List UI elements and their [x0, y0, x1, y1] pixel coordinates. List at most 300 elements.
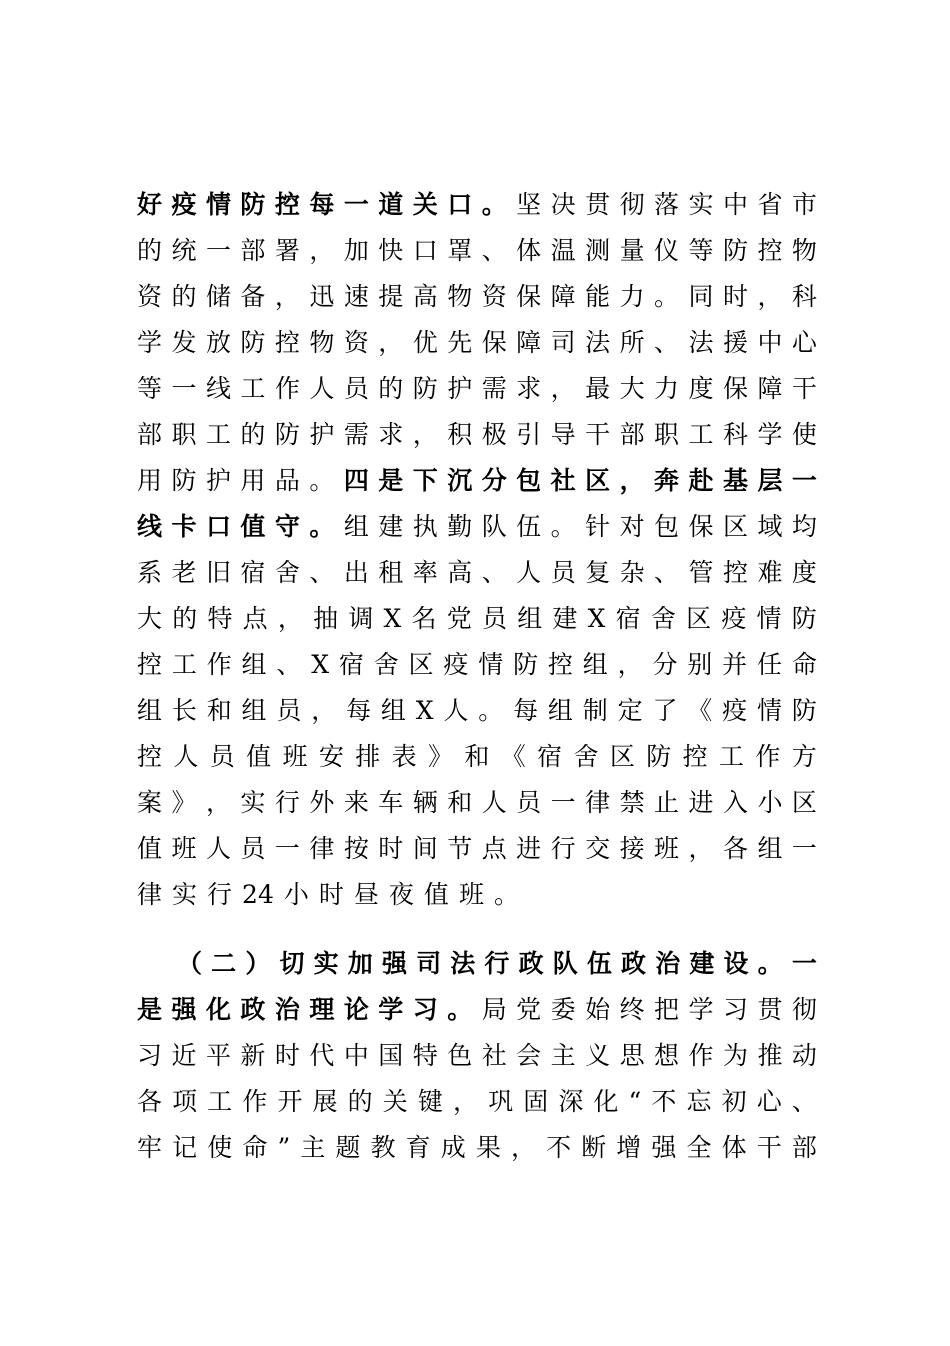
text-glyph: 区: [686, 604, 712, 633]
text-glyph: 引: [516, 420, 542, 449]
text-glyph: 关: [412, 190, 438, 219]
text-glyph: 组: [241, 696, 267, 725]
text-glyph: 一: [205, 236, 231, 265]
text-glyph: 伍: [586, 949, 612, 978]
text-glyph: 大: [619, 374, 645, 403]
text-line: [137, 688, 817, 734]
text-line: [137, 941, 817, 987]
text-glyph: 止: [654, 788, 680, 817]
text-glyph: 物: [791, 236, 817, 265]
text-glyph: 需: [343, 420, 369, 449]
text-glyph: ，: [277, 604, 303, 633]
text-glyph: 教: [370, 1133, 396, 1162]
text-glyph: 极: [481, 420, 507, 449]
text-glyph: 彻: [791, 995, 817, 1024]
text-glyph: 下: [412, 466, 438, 495]
text-glyph: 保: [516, 282, 542, 311]
text-glyph: 使: [207, 1133, 233, 1162]
text-glyph: 政: [621, 949, 647, 978]
text-glyph: 复: [585, 558, 611, 587]
text-glyph: 署: [274, 236, 300, 265]
text-glyph: 区: [408, 650, 434, 679]
text-glyph: 小: [757, 788, 783, 817]
text-glyph: 、: [654, 558, 680, 587]
text-glyph: 干: [585, 420, 611, 449]
text-glyph: 组: [343, 512, 369, 541]
text-glyph: 部: [619, 420, 645, 449]
text-line: [137, 1079, 817, 1125]
text-glyph: 切: [279, 949, 305, 978]
text-glyph: 和: [206, 696, 232, 725]
text-glyph: 党: [446, 604, 472, 633]
text-glyph: 测: [585, 236, 611, 265]
text-glyph: 人: [205, 834, 231, 863]
text-glyph: 命: [791, 650, 817, 679]
text-glyph: 防: [412, 374, 438, 403]
text-glyph: 长: [171, 696, 197, 725]
text-glyph: ，: [510, 1133, 536, 1162]
text-glyph: 司: [550, 328, 576, 357]
text-glyph: 《: [500, 742, 526, 771]
text-glyph: 巩: [488, 1087, 514, 1116]
text-glyph: 强: [651, 1133, 677, 1162]
text-glyph: 入: [722, 788, 748, 817]
text-glyph: 提: [378, 282, 404, 311]
text-glyph: 仪: [654, 236, 680, 265]
text-glyph: 、: [654, 328, 680, 357]
text-glyph: 罩: [447, 236, 473, 265]
text-glyph: X: [415, 696, 434, 725]
text-glyph: 。: [478, 696, 504, 725]
text-glyph: 组: [582, 650, 608, 679]
text-glyph: ，: [274, 282, 300, 311]
text-glyph: 夜: [388, 880, 414, 909]
text-glyph: 关: [382, 1087, 408, 1116]
text-glyph: 障: [550, 282, 576, 311]
text-glyph: 律: [309, 834, 335, 863]
text-glyph: 行: [274, 788, 300, 817]
text-glyph: 不: [546, 1133, 572, 1162]
text-glyph: 保: [481, 328, 507, 357]
text-glyph: 心: [756, 1087, 782, 1116]
text-glyph: 备: [240, 282, 266, 311]
text-glyph: 求: [378, 420, 404, 449]
text-glyph: 终: [619, 995, 645, 1024]
text-glyph: 忘: [686, 1087, 712, 1116]
text-glyph: 员: [276, 696, 302, 725]
text-glyph: ，: [452, 1087, 478, 1116]
text-glyph: 区: [722, 512, 748, 541]
text-glyph: 时: [722, 282, 748, 311]
text-glyph: 职: [171, 420, 197, 449]
text-glyph: X: [587, 604, 606, 633]
text-glyph: 新: [240, 1041, 266, 1070]
text-glyph: 控: [137, 650, 163, 679]
text-glyph: 开: [277, 1087, 303, 1116]
text-glyph: 宿: [338, 650, 364, 679]
text-glyph: 区: [791, 788, 817, 817]
text-glyph: 赴: [688, 466, 714, 495]
text-glyph: 度: [688, 374, 714, 403]
text-glyph: 和: [447, 788, 473, 817]
text-glyph: 特: [412, 1041, 438, 1070]
text-glyph: 情: [205, 190, 231, 219]
text-line: [137, 228, 817, 274]
text-glyph: ，: [619, 466, 645, 495]
text-glyph: ，: [412, 420, 438, 449]
text-glyph: 员: [481, 604, 507, 633]
text-glyph: 中: [343, 1041, 369, 1070]
text-glyph: 牢: [137, 1133, 163, 1162]
text-glyph: 学: [757, 420, 783, 449]
text-glyph: 沉: [447, 466, 473, 495]
text-glyph: 班: [654, 834, 680, 863]
text-glyph: 难: [757, 558, 783, 587]
text-glyph: 先: [447, 328, 473, 357]
text-glyph: 积: [447, 420, 473, 449]
text-glyph: 值: [240, 512, 266, 541]
text-glyph: 区: [585, 466, 611, 495]
text-glyph: 律: [585, 788, 611, 817]
text-glyph: 一: [791, 834, 817, 863]
text-glyph: 伍: [516, 512, 542, 541]
text-glyph: 论: [343, 995, 369, 1024]
text-glyph: 舍: [373, 650, 399, 679]
text-glyph: 决: [550, 190, 576, 219]
text-glyph: 奔: [654, 466, 680, 495]
text-glyph: 四: [343, 466, 369, 495]
text-glyph: 域: [757, 512, 783, 541]
text-glyph: ，: [311, 696, 337, 725]
text-glyph: 部: [240, 236, 266, 265]
text-glyph: 舍: [650, 604, 676, 633]
text-glyph: ，: [550, 374, 576, 403]
text-glyph: 疫: [171, 190, 197, 219]
text-glyph: 题: [335, 1133, 361, 1162]
text-glyph: 键: [417, 1087, 443, 1116]
text-glyph: 控: [547, 650, 573, 679]
text-glyph: 交: [585, 834, 611, 863]
text-glyph: ）: [245, 949, 271, 978]
text-glyph: “: [628, 1087, 642, 1116]
text-glyph: 24: [242, 880, 274, 909]
text-glyph: 分: [652, 650, 678, 679]
text-glyph: 、: [481, 558, 507, 587]
text-glyph: 按: [343, 834, 369, 863]
text-glyph: 进: [688, 788, 714, 817]
text-glyph: 别: [687, 650, 713, 679]
text-glyph: 科: [722, 420, 748, 449]
text-glyph: 建: [552, 604, 578, 633]
text-glyph: 市: [791, 190, 817, 219]
text-glyph: 各: [722, 834, 748, 863]
text-glyph: 障: [516, 328, 542, 357]
text-glyph: 防: [791, 604, 817, 633]
text-glyph: 控: [274, 190, 300, 219]
text-glyph: 方: [791, 742, 817, 771]
text-glyph: 控: [682, 742, 708, 771]
text-glyph: 特: [207, 604, 233, 633]
text-glyph: 员: [343, 374, 369, 403]
text-glyph: 法: [450, 949, 476, 978]
text-glyph: 一: [343, 190, 369, 219]
text-glyph: 每: [513, 696, 539, 725]
text-glyph: 等: [137, 374, 163, 403]
text-glyph: 均: [791, 512, 817, 541]
text-glyph: 储: [205, 282, 231, 311]
text-glyph: 禁: [619, 788, 645, 817]
text-glyph: 护: [309, 420, 335, 449]
text-glyph: 治: [655, 949, 681, 978]
text-glyph: 化: [593, 1087, 619, 1116]
text-line: [137, 504, 817, 550]
text-glyph: 项: [172, 1087, 198, 1116]
text-glyph: 作: [688, 1041, 714, 1070]
text-glyph: 宿: [240, 558, 266, 587]
text-glyph: 的: [240, 420, 266, 449]
text-glyph: 点: [242, 604, 268, 633]
text-glyph: 工: [171, 650, 197, 679]
text-glyph: 思: [619, 1041, 645, 1070]
text-glyph: 》: [171, 788, 197, 817]
text-glyph: 任: [756, 650, 782, 679]
text-glyph: 一: [791, 466, 817, 495]
text-glyph: 二: [211, 949, 237, 978]
text-glyph: 实: [313, 949, 339, 978]
text-glyph: 组: [137, 696, 163, 725]
text-glyph: X: [311, 650, 330, 679]
text-glyph: 表: [391, 742, 417, 771]
text-glyph: 守: [274, 512, 300, 541]
text-line: [137, 780, 817, 826]
text-glyph: 人: [516, 558, 542, 587]
text-glyph: 定: [617, 696, 643, 725]
text-glyph: 主: [300, 1133, 326, 1162]
text-glyph: 导: [550, 420, 576, 449]
text-glyph: 防: [171, 466, 197, 495]
text-glyph: 人: [173, 742, 199, 771]
text-glyph: 护: [447, 374, 473, 403]
text-glyph: 、: [481, 236, 507, 265]
text-glyph: 。: [654, 282, 680, 311]
text-glyph: 动: [791, 1041, 817, 1070]
text-glyph: 优: [412, 328, 438, 357]
text-glyph: ，: [205, 788, 231, 817]
text-glyph: 科: [791, 282, 817, 311]
text-glyph: 工: [205, 420, 231, 449]
text-line: [137, 1033, 817, 1079]
text-glyph: 名: [411, 604, 437, 633]
text-glyph: 实: [240, 788, 266, 817]
text-glyph: 用: [240, 466, 266, 495]
text-glyph: 政: [518, 949, 544, 978]
text-glyph: 的: [378, 374, 404, 403]
text-glyph: 断: [581, 1133, 607, 1162]
text-glyph: 情: [756, 696, 782, 725]
text-glyph: 的: [347, 1087, 373, 1116]
text-glyph: 。: [447, 995, 473, 1024]
text-glyph: 需: [481, 374, 507, 403]
text-glyph: 是: [137, 995, 163, 1024]
text-glyph: 义: [585, 1041, 611, 1070]
text-glyph: 职: [654, 420, 680, 449]
text-glyph: 。: [309, 466, 335, 495]
text-glyph: 作: [755, 742, 781, 771]
text-glyph: 资: [481, 282, 507, 311]
text-glyph: 宿: [615, 604, 641, 633]
text-glyph: 小: [283, 880, 309, 909]
text-glyph: 落: [654, 190, 680, 219]
text-glyph: 队: [552, 949, 578, 978]
text-glyph: 资: [343, 328, 369, 357]
text-glyph: 治: [274, 995, 300, 1024]
text-glyph: 旧: [205, 558, 231, 587]
text-glyph: 。: [550, 512, 576, 541]
text-glyph: 舍: [274, 558, 300, 587]
text-glyph: 包: [516, 466, 542, 495]
text-glyph: 贯: [757, 995, 783, 1024]
text-glyph: 行: [484, 949, 510, 978]
text-line: [137, 412, 817, 458]
text-glyph: 发: [171, 328, 197, 357]
text-glyph: 习: [412, 995, 438, 1024]
text-glyph: 的: [172, 604, 198, 633]
text-glyph: 使: [791, 420, 817, 449]
text-glyph: 杂: [619, 558, 645, 587]
text-glyph: 强: [171, 995, 197, 1024]
text-glyph: 统: [171, 236, 197, 265]
text-glyph: 干: [791, 374, 817, 403]
text-glyph: 时: [318, 880, 344, 909]
text-glyph: 一: [791, 949, 817, 978]
text-glyph: 把: [654, 995, 680, 1024]
text-glyph: 防: [646, 742, 672, 771]
text-glyph: X: [383, 604, 402, 633]
text-glyph: 资: [137, 282, 163, 311]
text-glyph: 彻: [619, 190, 645, 219]
text-glyph: 值: [423, 880, 449, 909]
text-line: [137, 458, 817, 504]
text-glyph: 疫: [443, 650, 469, 679]
text-glyph: 社: [550, 466, 576, 495]
text-line: [137, 872, 817, 918]
text-glyph: 每: [346, 696, 372, 725]
text-glyph: 系: [137, 558, 163, 587]
text-glyph: 平: [205, 1041, 231, 1070]
text-glyph: 、: [309, 558, 335, 587]
text-glyph: 主: [550, 1041, 576, 1070]
text-glyph: 车: [378, 788, 404, 817]
text-glyph: 点: [481, 834, 507, 863]
text-glyph: 控: [722, 558, 748, 587]
text-glyph: 固: [523, 1087, 549, 1116]
text-glyph: 干: [756, 1133, 782, 1162]
text-glyph: 实: [688, 190, 714, 219]
text-glyph: 会: [516, 1041, 542, 1070]
text-glyph: 物: [447, 282, 473, 311]
text-glyph: ，: [309, 236, 335, 265]
text-glyph: 节: [447, 834, 473, 863]
text-glyph: 律: [137, 880, 163, 909]
text-glyph: 调: [348, 604, 374, 633]
text-glyph: 量: [619, 236, 645, 265]
text-glyph: 工: [240, 374, 266, 403]
text-glyph: 物: [309, 328, 335, 357]
text-glyph: 出: [343, 558, 369, 587]
text-glyph: 辆: [412, 788, 438, 817]
text-glyph: 想: [654, 1041, 680, 1070]
text-glyph: 时: [378, 834, 404, 863]
text-glyph: 工: [719, 742, 745, 771]
text-glyph: 、: [276, 650, 302, 679]
text-glyph: 对: [619, 512, 645, 541]
text-glyph: 国: [378, 1041, 404, 1070]
text-glyph: 一: [274, 834, 300, 863]
text-glyph: 执: [412, 512, 438, 541]
text-glyph: 道: [378, 190, 404, 219]
text-glyph: 近: [171, 1041, 197, 1070]
text-glyph: 口: [205, 512, 231, 541]
text-glyph: 人: [443, 696, 469, 725]
text-line: [137, 1125, 817, 1171]
text-glyph: 为: [722, 1041, 748, 1070]
text-glyph: 班: [171, 834, 197, 863]
text-glyph: 强: [381, 949, 407, 978]
text-glyph: 好: [137, 190, 163, 219]
text-glyph: 各: [137, 1087, 163, 1116]
text-glyph: 控: [137, 742, 163, 771]
text-glyph: 作: [274, 374, 300, 403]
text-glyph: 等: [688, 236, 714, 265]
text-glyph: 防: [513, 650, 539, 679]
text-glyph: 记: [172, 1133, 198, 1162]
text-glyph: 障: [757, 374, 783, 403]
paragraph-1: [137, 182, 817, 918]
text-glyph: 员: [516, 788, 542, 817]
text-glyph: 学: [688, 995, 714, 1024]
text-glyph: 员: [550, 558, 576, 587]
text-glyph: 防: [240, 190, 266, 219]
text-glyph: 坚: [516, 190, 542, 219]
text-glyph: 初: [721, 1087, 747, 1116]
text-line: [137, 320, 817, 366]
text-glyph: 口: [447, 190, 473, 219]
text-glyph: 速: [343, 282, 369, 311]
text-glyph: 成: [440, 1133, 466, 1162]
text-glyph: 针: [585, 512, 611, 541]
text-glyph: 法: [585, 328, 611, 357]
text-line: [137, 826, 817, 872]
text-glyph: 高: [447, 558, 473, 587]
text-glyph: 体: [721, 1133, 747, 1162]
text-glyph: 一: [550, 788, 576, 817]
text-glyph: 学: [378, 995, 404, 1024]
text-glyph: 》: [428, 742, 454, 771]
text-glyph: 育: [405, 1133, 431, 1162]
text-glyph: 迅: [309, 282, 335, 311]
text-glyph: 组: [517, 604, 543, 633]
text-glyph: 和: [464, 742, 490, 771]
text-glyph: 建: [378, 512, 404, 541]
text-glyph: 色: [447, 1041, 473, 1070]
text-glyph: 代: [309, 1041, 335, 1070]
text-line: [137, 182, 817, 228]
text-glyph: 包: [654, 512, 680, 541]
text-glyph: 了: [652, 696, 678, 725]
text-glyph: 增: [616, 1133, 642, 1162]
text-glyph: ，: [617, 650, 643, 679]
paragraph-2: [137, 941, 817, 1171]
